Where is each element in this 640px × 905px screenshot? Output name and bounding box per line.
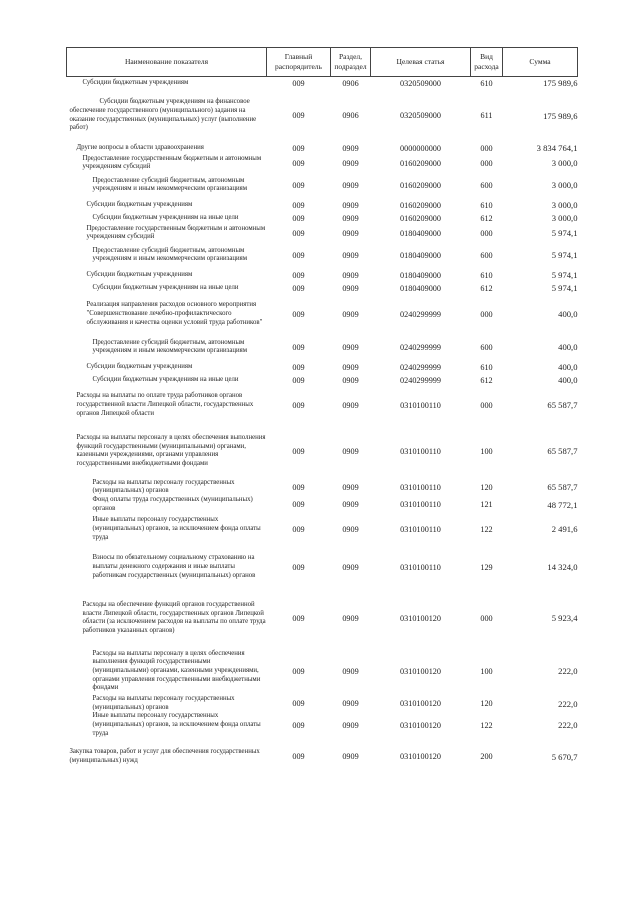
row-name: Расходы на выплаты персоналу в целях обеспечения выполнения функций государственными (муниципальными) органами, казенными учреждениями, органами управления государственными внебюджетными фондами xyxy=(92,649,261,692)
row-section: 0909 xyxy=(342,752,359,762)
row-name: Фонд оплаты труда государственных (муниципальных) органов xyxy=(92,496,253,512)
row-main-manager: 009 xyxy=(292,270,305,280)
row-expense-type: 120 xyxy=(480,699,493,709)
row-amount: 2 491,6 xyxy=(551,524,578,535)
row-main-manager: 009 xyxy=(292,200,305,210)
row-target-item: 0160209000 xyxy=(400,180,441,190)
row-main-manager: 009 xyxy=(292,666,305,676)
row-amount: 400,0 xyxy=(558,342,578,353)
row-main-manager: 009 xyxy=(292,283,305,293)
row-main-manager: 009 xyxy=(292,78,305,88)
row-amount: 5 670,7 xyxy=(551,751,578,762)
row-expense-type: 610 xyxy=(480,362,493,372)
row-expense-type: 612 xyxy=(480,375,493,385)
header-target-item: Целевая статья xyxy=(371,48,471,77)
row-amount: 222,0 xyxy=(558,666,578,677)
row-name: Субсидии бюджетным учреждениям xyxy=(86,363,193,371)
row-main-manager: 009 xyxy=(292,362,305,372)
table-row xyxy=(67,374,578,387)
row-target-item: 0320509000 xyxy=(400,78,441,88)
row-section: 0909 xyxy=(342,270,359,280)
table-row xyxy=(67,212,578,225)
table-row xyxy=(67,712,578,738)
table-row xyxy=(67,695,578,712)
row-expense-type: 600 xyxy=(480,180,493,190)
row-amount: 400,0 xyxy=(558,375,578,386)
row-section: 0909 xyxy=(342,482,359,492)
row-expense-type: 000 xyxy=(480,158,493,168)
row-amount: 3 000,0 xyxy=(551,180,578,191)
row-expense-type: 000 xyxy=(480,400,493,410)
row-section: 0909 xyxy=(342,375,359,385)
row-main-manager: 009 xyxy=(292,158,305,168)
row-amount: 5 974,1 xyxy=(551,228,578,239)
table-row xyxy=(67,142,578,155)
row-section: 0906 xyxy=(342,78,359,88)
table-row xyxy=(67,155,578,172)
row-name: Субсидии бюджетным учреждениям xyxy=(86,200,193,208)
row-target-item: 0180409000 xyxy=(400,228,441,238)
row-expense-type: 000 xyxy=(480,613,493,623)
row-name: Предоставление государственным бюджетным и автономным учреждениям субсидий xyxy=(86,224,266,241)
row-section: 0909 xyxy=(342,283,359,293)
row-target-item: 0240299999 xyxy=(400,309,441,319)
table-row xyxy=(67,513,578,545)
table-row xyxy=(67,387,578,424)
row-section: 0909 xyxy=(342,446,359,456)
row-amount: 3 834 764,1 xyxy=(536,143,578,153)
row-name: Субсидии бюджетным учреждениям на иные цели xyxy=(92,376,239,384)
row-main-manager: 009 xyxy=(292,228,305,238)
table-row xyxy=(67,77,578,90)
row-expense-type: 610 xyxy=(480,270,493,280)
row-amount: 3 000,0 xyxy=(551,200,578,211)
row-target-item: 0310100110 xyxy=(400,500,441,510)
row-name: Субсидии бюджетным учреждениям на финансовое обеспечение государственного (муниципального) задания на оказание государственных (муниципальных) услуг (выполнение работ) xyxy=(69,98,257,132)
row-expense-type: 610 xyxy=(480,200,493,210)
row-section: 0909 xyxy=(342,309,359,319)
row-section: 0909 xyxy=(342,200,359,210)
row-target-item: 0240299999 xyxy=(400,375,441,385)
row-expense-type: 100 xyxy=(480,446,493,456)
row-section: 0909 xyxy=(342,720,359,730)
table-row xyxy=(67,199,578,212)
row-amount: 3 000,0 xyxy=(551,213,578,224)
row-section: 0909 xyxy=(342,213,359,223)
row-section: 0909 xyxy=(342,143,359,153)
header-section: Раздел, подраздел xyxy=(331,48,371,77)
row-amount: 5 974,1 xyxy=(551,250,578,261)
row-expense-type: 122 xyxy=(480,720,493,730)
row-section: 0909 xyxy=(342,362,359,372)
row-target-item: 0180409000 xyxy=(400,283,441,293)
row-target-item: 0240299999 xyxy=(400,362,441,372)
row-name: Предоставление субсидий бюджетным, автономным учреждениям и иным некоммерческим организациям xyxy=(92,246,248,263)
header-main-manager: Главный распорядитель xyxy=(267,48,331,77)
row-name: Расходы на выплаты персоналу государственных (муниципальных) органов xyxy=(92,695,235,711)
row-name: Расходы на выплаты по оплате труда работников органов государственной власти Липецкой области, государственных органов Липецкой области xyxy=(76,392,254,417)
row-name: Реализация направления расходов основного мероприятия "Совершенствование лечебно-профилактического обслуживания и качества оценки условий труда работников" xyxy=(86,301,263,326)
row-target-item: 0240299999 xyxy=(400,342,441,352)
row-amount: 5 923,4 xyxy=(551,613,578,624)
row-target-item: 0310100110 xyxy=(400,524,441,534)
row-main-manager: 009 xyxy=(292,213,305,223)
row-target-item: 0180409000 xyxy=(400,270,441,280)
table-header-row xyxy=(67,48,578,77)
row-amount: 65 587,7 xyxy=(547,446,578,457)
row-amount: 65 587,7 xyxy=(547,482,578,493)
row-name: Предоставление субсидий бюджетным, автономным учреждениям и иным некоммерческим организациям xyxy=(92,338,248,355)
row-amount: 175 989,6 xyxy=(543,78,578,89)
row-section: 0909 xyxy=(342,699,359,709)
row-expense-type: 120 xyxy=(480,482,493,492)
row-main-manager: 009 xyxy=(292,562,305,572)
row-main-manager: 009 xyxy=(292,446,305,456)
row-section: 0909 xyxy=(342,500,359,510)
table-row xyxy=(67,172,578,199)
row-amount: 5 974,1 xyxy=(551,283,578,294)
row-name: Предоставление государственным бюджетным и автономным учреждениям субсидий xyxy=(82,154,262,171)
row-expense-type: 129 xyxy=(480,562,493,572)
row-amount: 175 989,6 xyxy=(543,110,578,121)
row-main-manager: 009 xyxy=(292,111,305,120)
header-expense-type: Вид расхода xyxy=(471,48,503,77)
row-main-manager: 009 xyxy=(292,400,305,410)
row-expense-type: 000 xyxy=(480,143,493,153)
row-expense-type: 000 xyxy=(480,228,493,238)
row-target-item: 0310100120 xyxy=(400,699,441,709)
row-main-manager: 009 xyxy=(292,699,305,709)
row-amount: 3 000,0 xyxy=(551,158,578,169)
row-target-item: 0310100110 xyxy=(400,400,441,410)
row-name: Субсидии бюджетным учреждениям xyxy=(86,271,193,279)
row-target-item: 0310100120 xyxy=(400,666,441,676)
row-main-manager: 009 xyxy=(292,500,305,510)
row-name: Предоставление субсидий бюджетным, автономным учреждениям и иным некоммерческим организациям xyxy=(92,176,248,193)
row-target-item: 0160209000 xyxy=(400,200,441,210)
row-expense-type: 122 xyxy=(480,524,493,534)
row-main-manager: 009 xyxy=(292,309,305,319)
row-amount: 400,0 xyxy=(558,362,578,373)
table-row xyxy=(67,295,578,334)
row-main-manager: 009 xyxy=(292,482,305,492)
row-main-manager: 009 xyxy=(292,342,305,352)
row-target-item: 0000000000 xyxy=(400,143,441,153)
row-section: 0906 xyxy=(342,111,359,120)
row-expense-type: 612 xyxy=(480,213,493,223)
row-amount: 222,0 xyxy=(558,720,578,731)
row-target-item: 0320509000 xyxy=(400,111,441,120)
table-row xyxy=(67,334,578,361)
row-expense-type: 610 xyxy=(480,78,493,88)
row-expense-type: 200 xyxy=(480,752,493,762)
table-row xyxy=(67,242,578,269)
table-row xyxy=(67,647,578,695)
header-indicator-name: Наименование показателя xyxy=(67,48,267,77)
row-name: Субсидии бюджетным учреждениям на иные цели xyxy=(92,213,239,221)
row-amount: 222,0 xyxy=(558,698,578,709)
row-section: 0909 xyxy=(342,228,359,238)
row-amount: 48 772,1 xyxy=(547,499,578,510)
row-target-item: 0160209000 xyxy=(400,213,441,223)
row-section: 0909 xyxy=(342,180,359,190)
table-row xyxy=(67,479,578,496)
row-name: Расходы на обеспечение функций органов государственной власти Липецкой области, государственных органов Липецкой области (за исключением расходов на выплаты по оплате труда работников указанных органов) xyxy=(82,601,266,634)
table-row xyxy=(67,424,578,479)
table-row xyxy=(67,269,578,282)
row-name: Расходы на выплаты персоналу государственных (муниципальных) органов xyxy=(92,478,235,495)
table-row xyxy=(67,225,578,242)
row-target-item: 0310100120 xyxy=(400,720,441,730)
row-expense-type: 612 xyxy=(480,283,493,293)
row-section: 0909 xyxy=(342,400,359,410)
row-expense-type: 600 xyxy=(480,342,493,352)
row-amount: 5 974,1 xyxy=(551,270,578,281)
row-main-manager: 009 xyxy=(292,524,305,534)
row-amount: 14 324,0 xyxy=(547,562,578,573)
row-main-manager: 009 xyxy=(292,375,305,385)
row-target-item: 0310100120 xyxy=(400,613,441,623)
row-target-item: 0310100110 xyxy=(400,446,441,456)
row-name: Иные выплаты персоналу государственных (муниципальных) органов, за исключением фонда оплаты труда xyxy=(92,516,261,541)
row-name: Другие вопросы в области здравоохранения xyxy=(76,143,204,151)
row-amount: 400,0 xyxy=(558,309,578,320)
table-row xyxy=(67,589,578,647)
row-section: 0909 xyxy=(342,666,359,676)
row-target-item: 0310100110 xyxy=(400,562,441,572)
row-name: Закупка товаров, работ и услуг для обеспечения государственных (муниципальных) нужд xyxy=(69,748,260,764)
row-target-item: 0310100120 xyxy=(400,752,441,762)
row-section: 0909 xyxy=(342,342,359,352)
row-main-manager: 009 xyxy=(292,250,305,260)
row-section: 0909 xyxy=(342,613,359,623)
row-section: 0909 xyxy=(342,250,359,260)
table-row xyxy=(67,496,578,513)
row-target-item: 0160209000 xyxy=(400,158,441,168)
row-main-manager: 009 xyxy=(292,613,305,623)
row-expense-type: 611 xyxy=(480,111,493,120)
row-main-manager: 009 xyxy=(292,143,305,153)
row-expense-type: 100 xyxy=(480,666,493,676)
row-name: Субсидии бюджетным учреждениям xyxy=(82,78,189,86)
header-amount: Сумма xyxy=(503,48,578,77)
row-section: 0909 xyxy=(342,524,359,534)
row-section: 0909 xyxy=(342,562,359,572)
budget-table xyxy=(66,47,578,775)
row-target-item: 0180409000 xyxy=(400,250,441,260)
row-expense-type: 000 xyxy=(480,309,493,319)
row-main-manager: 009 xyxy=(292,180,305,190)
row-target-item: 0310100110 xyxy=(400,482,441,492)
row-expense-type: 600 xyxy=(480,250,493,260)
row-name: Взносы по обязательному социальному страхованию на выплаты денежного содержания и иные выплаты работникам государственных (муниципальных) органов xyxy=(92,554,256,579)
row-name: Расходы на выплаты персоналу в целях обеспечения выполнения функций государственными (муниципальными) органами, казенными учреждениями, органами управления государственными внебюджетными фондами xyxy=(76,434,266,467)
row-main-manager: 009 xyxy=(292,752,305,762)
table-row xyxy=(67,282,578,295)
row-section: 0909 xyxy=(342,158,359,168)
table-row xyxy=(67,361,578,374)
row-amount: 65 587,7 xyxy=(547,400,578,411)
row-name: Субсидии бюджетным учреждениям на иные цели xyxy=(92,284,239,292)
row-main-manager: 009 xyxy=(292,720,305,730)
table-row xyxy=(67,90,578,142)
table-row xyxy=(67,738,578,775)
table-row xyxy=(67,545,578,589)
row-expense-type: 121 xyxy=(480,500,493,510)
row-name: Иные выплаты персоналу государственных (муниципальных) органов, за исключением фонда оплаты труда xyxy=(92,712,261,737)
